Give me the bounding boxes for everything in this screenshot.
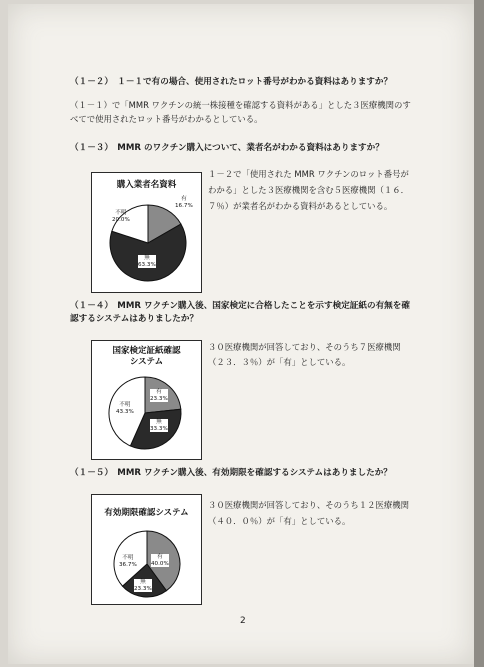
- body-1-5-line2: （４０．０％）が「有」としている。: [208, 516, 351, 526]
- heading-1-3: （１－３） MMR のワクチン購入について、業者名がわかる資料はありますか？: [70, 143, 384, 153]
- slice-label-unknown: 不明 36.7%: [119, 555, 137, 568]
- slice-label-no: 無 63.3%: [138, 255, 156, 268]
- chart-title: 購入業者名資料: [116, 180, 177, 190]
- slice-label-unknown: 不明 20.0%: [112, 210, 130, 223]
- chart-national-cert-check: [91, 340, 202, 460]
- page-number: 2: [240, 616, 246, 626]
- body-1-3-line2: わかる」とした３医療機関を含む５医療機関（１６．: [208, 185, 409, 195]
- page-edge-shadow: [474, 0, 484, 667]
- body-1-3-line3: ７％）が業者名がわかる資料があるとしている。: [208, 201, 393, 211]
- slice-label-no: 無 33.3%: [150, 419, 168, 432]
- pie-svg: [92, 341, 201, 459]
- slice-label-no: 無 23.3%: [134, 579, 152, 592]
- body-1-2-line1: （１－１）で「MMR ワクチンの統一株接種を確認する資料がある」とした３医療機関のす: [70, 100, 411, 110]
- slice-label-yes: 有 40.0%: [151, 554, 169, 567]
- body-1-4-line2: （２３．３％）が「有」としている。: [208, 357, 351, 367]
- chart-expiry-check: [91, 494, 202, 605]
- chart-title-line1: 国家検定証紙確認: [112, 346, 181, 356]
- chart-title-line2: システム: [129, 357, 164, 367]
- chart-purchase-vendor-docs: [91, 172, 202, 293]
- slice-label-unknown: 不明 43.3%: [116, 402, 134, 415]
- body-1-5-line1: ３０医療機関が回答しており、そのうち１２医療機関: [208, 500, 409, 510]
- body-1-4-line1: ３０医療機関が回答しており、そのうち７医療機関: [208, 342, 401, 352]
- heading-1-4-line1: （１－４） MMR ワクチン購入後、国家検定に合格したことを示す検定証紙の有無を確: [70, 301, 410, 311]
- document-page: [8, 4, 474, 664]
- heading-1-4-line2: 認するシステムはありましたか？: [70, 314, 199, 324]
- slice-label-yes: 有 16.7%: [175, 196, 193, 209]
- body-1-3-line1: １－２で「使用された MMR ワクチンのロット番号が: [208, 169, 409, 179]
- chart-title: 有効期限確認システム: [104, 508, 189, 518]
- heading-1-5: （１－５） MMR ワクチン購入後、有効期限を確認するシステムはありましたか？: [70, 468, 392, 478]
- pie-svg: [92, 173, 201, 292]
- heading-1-2: （１－２） １－１で有の場合、使用されたロット番号がわかる資料はありますか？: [70, 77, 393, 87]
- slice-label-yes: 有 23.3%: [150, 389, 168, 402]
- body-1-2-line2: べてで使用されたロット番号がわかるとしている。: [70, 114, 263, 124]
